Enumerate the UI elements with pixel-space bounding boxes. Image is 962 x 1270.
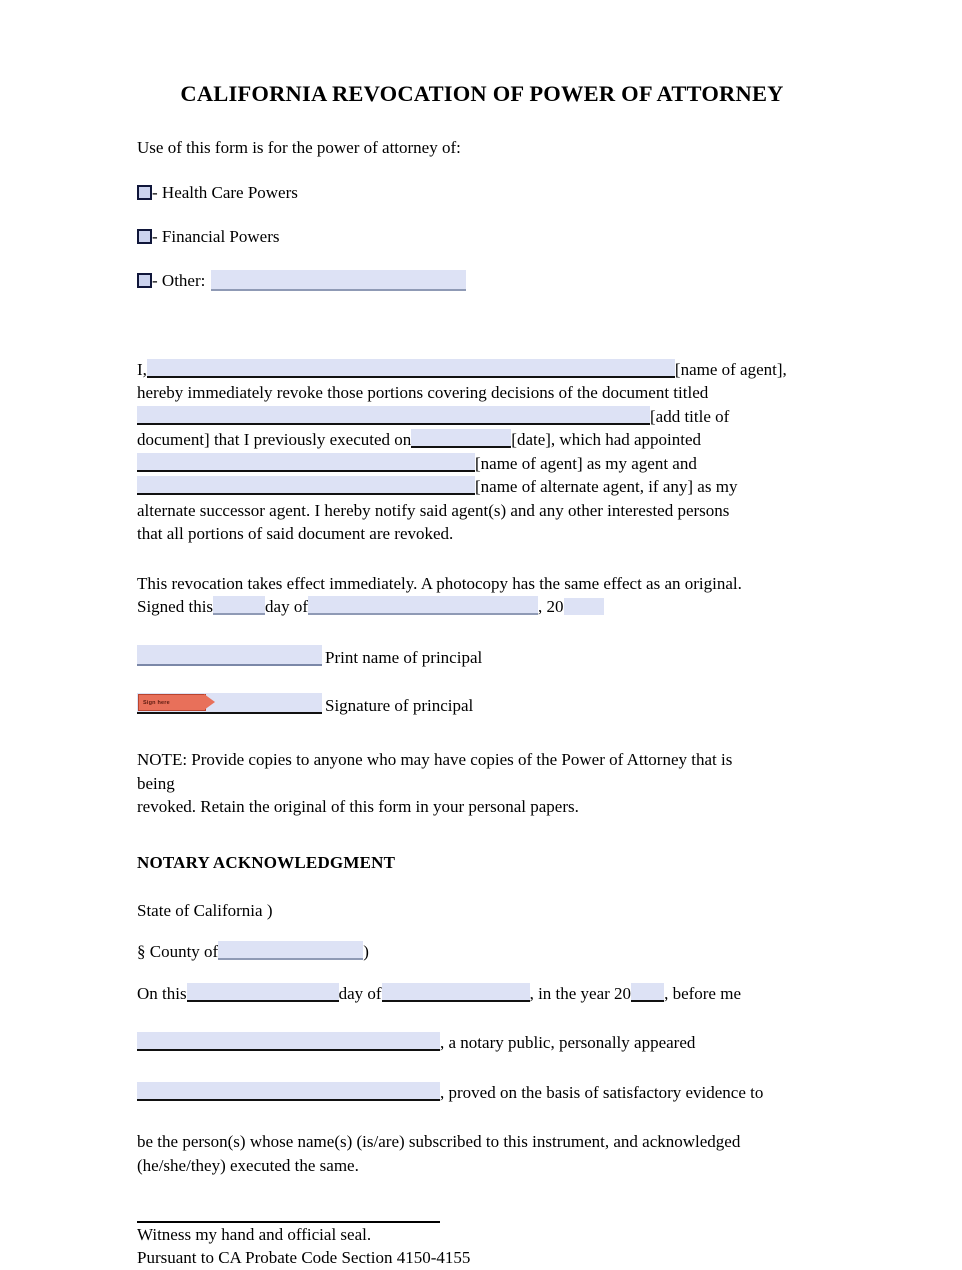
year-prefix-label: , 20 xyxy=(538,597,564,617)
sign-here-arrow-icon xyxy=(204,694,215,710)
power-type-checkbox-group xyxy=(137,160,827,292)
revocation-line-3 xyxy=(137,405,827,428)
statute-line: Pursuant to CA Probate Code Section 4150-4155 xyxy=(137,1248,471,1268)
spacer-before-signature xyxy=(137,666,827,692)
checkbox-label-financial: - Financial Powers xyxy=(152,227,280,247)
name-of-alternate-agent-label: [name of alternate agent, if any] as my xyxy=(475,477,738,497)
checkbox-health-care[interactable] xyxy=(137,185,152,200)
revocation-line-2: hereby immediately revoke those portions covering decisions of the document titled xyxy=(137,383,709,403)
note-line-1: NOTE: Provide copies to anyone who may have copies of the Power of Attorney that is xyxy=(137,750,733,770)
revocation-paragraph xyxy=(137,314,827,546)
add-title-of-label: [add title of xyxy=(650,406,730,426)
alternate-agent-name-input[interactable] xyxy=(137,476,475,495)
notary-public-line xyxy=(137,1031,827,1054)
before-me-label: , before me xyxy=(664,983,741,1003)
county-line xyxy=(137,940,827,963)
print-name-row xyxy=(137,644,827,666)
day-of-label: day of xyxy=(265,597,309,617)
intro-text: Use of this form is for the power of attorney of: xyxy=(137,138,461,157)
revocation-line-8: that all portions of said document are revoked. xyxy=(137,524,454,544)
witness-line: Witness my hand and official seal. xyxy=(137,1225,372,1244)
note-line-3: revoked. Retain the original of this form in your personal papers. xyxy=(137,797,579,817)
signed-year-input[interactable] xyxy=(564,598,604,615)
county-of-label: § County of xyxy=(137,942,219,962)
revocation-line-5 xyxy=(137,452,827,475)
notary-month-input[interactable] xyxy=(382,983,530,1002)
signed-this-line xyxy=(137,595,827,618)
agent-name-input-2[interactable] xyxy=(137,453,475,472)
sign-here-tag-body xyxy=(139,695,205,710)
checkbox-label-other: - Other: xyxy=(152,271,206,291)
notary-acknowledgment-heading: NOTARY ACKNOWLEDGMENT xyxy=(137,852,396,872)
county-close-paren: ) xyxy=(363,942,369,962)
print-name-caption: Print name of principal xyxy=(325,648,483,668)
revocation-line-1 xyxy=(137,358,827,381)
checkbox-row-health-care[interactable] xyxy=(137,182,827,204)
revocation-line-7: alternate successor agent. I hereby notify said agent(s) and any other interested persons xyxy=(137,500,730,520)
page-title: CALIFORNIA REVOCATION OF POWER OF ATTORNEY xyxy=(180,81,784,106)
spacer-before-witness-rule xyxy=(137,1177,827,1221)
date-label: [date], which had appointed xyxy=(511,430,702,450)
spacer-before-effect xyxy=(137,546,827,572)
signed-month-input[interactable] xyxy=(308,596,538,615)
signed-this-label: Signed this xyxy=(137,597,214,617)
document-title-input[interactable] xyxy=(137,406,650,425)
signature-row xyxy=(137,692,827,714)
revocation-line-6 xyxy=(137,475,827,498)
signed-day-input[interactable] xyxy=(213,596,265,615)
county-input[interactable] xyxy=(218,941,363,960)
state-line: State of California ) xyxy=(137,900,273,920)
spacer-before-proved xyxy=(137,1055,827,1081)
checkbox-financial[interactable] xyxy=(137,229,152,244)
proved-line xyxy=(137,1081,827,1104)
notary-day-input[interactable] xyxy=(187,983,339,1002)
other-powers-input[interactable] xyxy=(211,270,466,291)
notary-public-name-input[interactable] xyxy=(137,1032,440,1051)
agent-name-input-1[interactable] xyxy=(147,359,675,378)
print-name-input[interactable] xyxy=(137,645,322,666)
sign-here-tag[interactable] xyxy=(138,694,206,711)
execution-date-input[interactable] xyxy=(411,429,511,448)
checkbox-row-other[interactable] xyxy=(137,270,827,292)
closing-line-2: (he/she/they) executed the same. xyxy=(137,1155,359,1175)
revocation-name-of-agent-label: [name of agent], xyxy=(674,359,787,379)
notary-year-input[interactable] xyxy=(631,983,664,1002)
checkbox-other[interactable] xyxy=(137,273,152,288)
on-this-label: On this xyxy=(137,983,187,1003)
spacer-before-county xyxy=(137,922,827,940)
checkbox-row-financial[interactable] xyxy=(137,226,827,248)
name-of-agent-label-2: [name of agent] as my agent and xyxy=(475,453,697,473)
checkbox-label-health-care: - Health Care Powers xyxy=(152,183,298,203)
appeared-person-name-input[interactable] xyxy=(137,1082,440,1101)
executed-on-prefix: document] that I previously executed on xyxy=(137,430,412,450)
spacer-before-closing xyxy=(137,1104,827,1130)
spacer-before-notary-heading xyxy=(137,819,827,853)
on-this-line xyxy=(137,982,827,1005)
signature-input[interactable] xyxy=(137,693,322,714)
signature-caption: Signature of principal xyxy=(325,696,474,716)
spacer-before-on-this xyxy=(137,964,827,982)
spacer-before-print-name xyxy=(137,618,827,644)
spacer-before-state xyxy=(137,873,827,899)
closing-line-1: be the person(s) whose name(s) (is/are) subscribed to this instrument, and acknowledged xyxy=(137,1132,741,1152)
revocation-line-4 xyxy=(137,428,827,451)
sign-here-tag-label: Sign here xyxy=(143,699,170,706)
effect-line: This revocation takes effect immediately. A photocopy has the same effect as an original. xyxy=(137,573,742,593)
spacer-before-note xyxy=(137,714,827,748)
document-content xyxy=(137,0,827,1270)
notary-day-of-label: day of xyxy=(338,983,382,1003)
revocation-i-prefix: I, xyxy=(137,359,147,379)
notary-public-label: , a notary public, personally appeared xyxy=(440,1033,696,1053)
note-line-2: being xyxy=(137,773,175,793)
in-the-year-label: , in the year 20 xyxy=(529,983,632,1003)
proved-label: , proved on the basis of satisfactory evidence to xyxy=(440,1082,764,1102)
spacer-before-notary-public xyxy=(137,1005,827,1031)
